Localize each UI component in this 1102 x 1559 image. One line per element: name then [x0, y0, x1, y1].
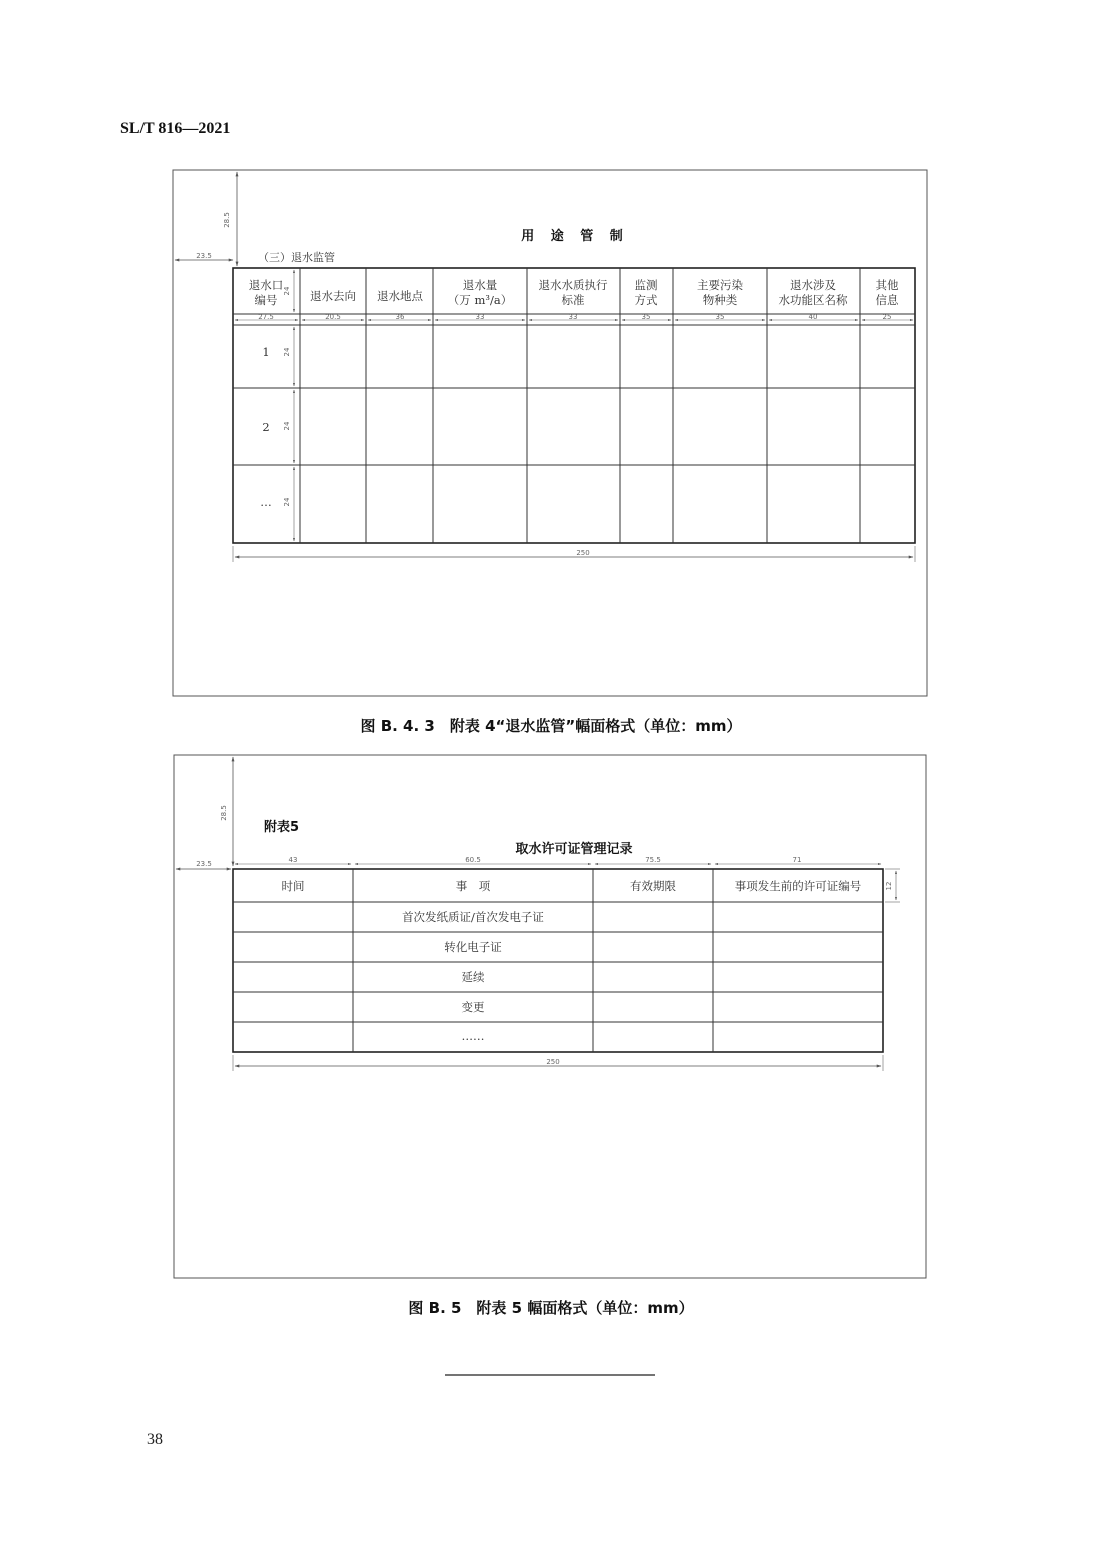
dim-col-label: 25: [882, 313, 892, 321]
dim-row-height-label: 24: [283, 347, 291, 357]
dim-left-label: 23.5: [196, 860, 212, 868]
col-header-pollutants: 主要污染: [697, 278, 743, 292]
table-b43: [233, 268, 915, 543]
dim-col-label: 35: [715, 313, 725, 321]
col-header-prior-permit-no: 事项发生前的许可证编号: [734, 879, 862, 893]
row-label: 2: [262, 420, 270, 434]
dim-col-label: 36: [395, 313, 405, 321]
col-header-monitoring: 方式: [634, 293, 658, 307]
dim-left-label: 23.5: [196, 252, 212, 260]
col-header-quality-standard: 退水水质执行: [538, 278, 608, 292]
figure-b43-frame: [173, 170, 927, 696]
col-header-quality-standard: 标准: [561, 293, 585, 307]
figure-b5-label: 附表5: [264, 820, 300, 835]
dim-col-label: 40: [808, 313, 818, 321]
row-matter: 延续: [461, 970, 485, 984]
col-header-outlet-no: 编号: [254, 293, 278, 307]
dim-col-label: 75.5: [645, 856, 661, 864]
standard-number: SL/T 816—2021: [120, 120, 231, 137]
figure-b43-section: （三）退水监管: [258, 251, 335, 264]
dim-col-label: 27.5: [258, 313, 274, 321]
dim-col-label: 43: [288, 856, 298, 864]
dim-col-label: 35: [641, 313, 651, 321]
col-header-volume: （万 m³/a）: [447, 293, 513, 307]
dim-header-height-label: 24: [283, 286, 291, 296]
row-matter: 首次发纸质证/首次发电子证: [402, 910, 544, 924]
page-number: 38: [147, 1431, 163, 1448]
col-header-outlet-no: 退水口: [248, 278, 284, 292]
dim-col-label: 33: [568, 313, 578, 321]
dim-col-label: 60.5: [465, 856, 481, 864]
figure-b5: [174, 755, 926, 1278]
figure-b5-title: 取水许可证管理记录: [515, 842, 633, 857]
col-header-function-zone: 退水涉及: [790, 278, 836, 292]
col-header-validity: 有效期限: [630, 879, 676, 893]
col-header-direction: 退水去向: [310, 289, 356, 303]
row-label: 1: [262, 345, 270, 359]
col-header-time: 时间: [281, 879, 305, 893]
dim-col-label: 71: [792, 856, 802, 864]
figure-b43: [173, 170, 927, 696]
col-header-matter: 事 项: [455, 879, 491, 893]
figure-b43-caption: 图 B. 4. 3 附表 4“退水监管”幅面格式（单位：mm）: [360, 717, 742, 735]
table-b5: [233, 869, 883, 1052]
row-label: …: [260, 495, 272, 509]
col-header-volume: 退水量: [462, 278, 498, 292]
dim-top-label: 28.5: [220, 805, 228, 821]
col-header-other: 信息: [875, 293, 899, 307]
col-header-pollutants: 物种类: [702, 293, 738, 307]
dim-col-label: 33: [475, 313, 485, 321]
row-matter: 转化电子证: [444, 940, 502, 954]
row-matter: 变更: [461, 1000, 485, 1014]
dim-total-label: 250: [576, 549, 590, 557]
col-header-monitoring: 监测: [634, 278, 658, 292]
row-matter: ……: [461, 1029, 485, 1043]
dim-row-height-label: 24: [283, 497, 291, 507]
dim-row-height-label: 24: [283, 421, 291, 431]
figure-b5-caption: 图 B. 5 附表 5 幅面格式（单位：mm）: [408, 1299, 694, 1317]
dim-col-label: 20.5: [325, 313, 341, 321]
col-header-other: 其他: [875, 278, 899, 292]
dim-total-label: 250: [546, 1058, 560, 1066]
dim-header-height-label: 12: [885, 881, 893, 891]
dim-top-label: 28.5: [223, 212, 231, 228]
figure-b43-title: 用 途 管 制: [521, 229, 629, 244]
col-header-function-zone: 水功能区名称: [778, 293, 848, 307]
col-header-location: 退水地点: [377, 289, 423, 303]
